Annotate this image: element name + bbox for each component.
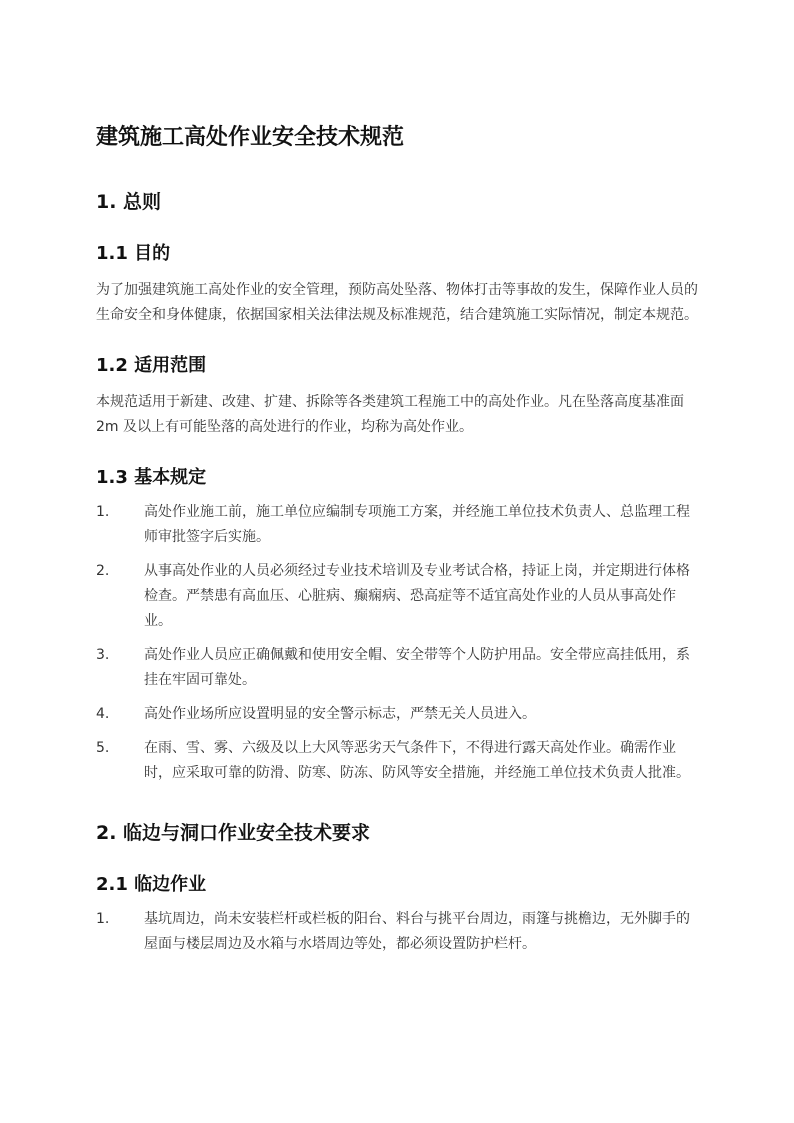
list-item-number: 4. — [96, 706, 110, 722]
list-item — [96, 500, 698, 550]
list-item-text: 高处作业施工前，施工单位应编制专项施工方案，并经施工单位技术负责人、总监理工程师审批签字后实施。 — [144, 504, 690, 545]
list-item — [96, 702, 698, 727]
list-item-text: 从事高处作业的人员必须经过专业技术培训及专业考试合格，持证上岗，并定期进行体格检查。严禁患有高血压、心脏病、癫痫病、恐高症等不适宜高处作业的人员从事高处作业。 — [144, 563, 690, 629]
subsection-heading-basic-rules: 1.3 基本规定 — [96, 467, 207, 488]
list-item-number: 5. — [96, 740, 110, 756]
list-item — [96, 643, 698, 693]
list-item-text: 在雨、雪、雾、六级及以上大风等恶劣天气条件下，不得进行露天高处作业。确需作业时，应采取可靠的防滑、防寒、防冻、防风等安全措施，并经施工单位技术负责人批准。 — [144, 740, 690, 781]
list-item-number: 1. — [96, 504, 110, 520]
list-item-text: 基坑周边，尚未安装栏杆或栏板的阳台、料台与挑平台周边，雨篷与挑檐边，无外脚手的屋面与楼层周边及水箱与水塔周边等处，都必须设置防护栏杆。 — [144, 911, 690, 952]
list-item — [96, 736, 698, 786]
document-title: 建筑施工高处作业安全技术规范 — [96, 125, 405, 150]
section-heading-edge-opening: 2. 临边与洞口作业安全技术要求 — [96, 822, 371, 844]
list-item — [96, 559, 698, 634]
subsection-heading-scope: 1.2 适用范围 — [96, 355, 207, 376]
list-item-text: 高处作业人员应正确佩戴和使用安全帽、安全带等个人防护用品。安全带应高挂低用，系挂在牢固可靠处。 — [144, 647, 690, 688]
list-item-text: 高处作业场所应设置明显的安全警示标志，严禁无关人员进入。 — [144, 706, 536, 722]
section-heading-general: 1. 总则 — [96, 191, 162, 213]
purpose-paragraph: 为了加强建筑施工高处作业的安全管理，预防高处坠落、物体打击等事故的发生，保障作业人员的生命安全和身体健康，依据国家相关法律法规及标准规范，结合建筑施工实际情况，制定本规范。 — [96, 282, 698, 323]
list-item-number: 2. — [96, 563, 110, 579]
basic-rules-list — [96, 500, 698, 786]
list-item — [96, 907, 698, 957]
subsection-heading-purpose: 1.1 目的 — [96, 243, 171, 264]
list-item-number: 1. — [96, 911, 110, 927]
scope-paragraph: 本规范适用于新建、改建、扩建、拆除等各类建筑工程施工中的高处作业。凡在坠落高度基准面 2m 及以上有可能坠落的高处进行的作业，均称为高处作业。 — [96, 394, 684, 435]
list-item-number: 3. — [96, 647, 110, 663]
subsection-heading-edge-work: 2.1 临边作业 — [96, 874, 207, 895]
edge-work-list — [96, 907, 698, 957]
